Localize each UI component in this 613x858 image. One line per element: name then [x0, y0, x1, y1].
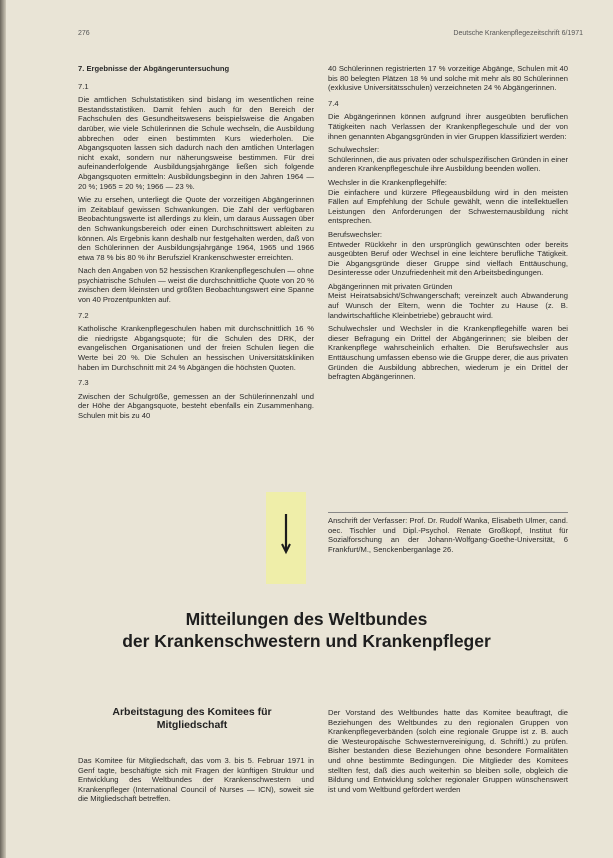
- paragraph-number: 7.1: [78, 81, 89, 91]
- section-title: [0, 608, 613, 652]
- group-description: Meist Heiratsabsicht/Schwangerschaft; vereinzelt auch Abwanderung auf Wunsch der Eltern, wenn die Tochter zu Hause (z. B. landwirtschaftliche Kleinbetriebe) gebraucht wird.: [328, 291, 568, 320]
- group-description: Schülerinnen, die aus privaten oder schulspezifischen Gründen in einer anderen Krankenpflegeschule ihre Ausbildung beenden wollen.: [328, 154, 568, 174]
- paragraph: Katholische Krankenpflegeschulen haben mit durchschnittlich 16 % die niedrigste Abgangsquote; für die Schulen des DRK, der evangelischen Organisationen und der freien Schulen liegen die Werte bei 20 %. Die Schulen an hessischen Universitätskliniken haben im Durchschnitt mit 24 % Abgängen die höchsten Quoten.: [78, 324, 314, 372]
- section-title-line: der Krankenschwestern und Krankenpfleger: [122, 631, 491, 651]
- group-title: Schulwechsler:: [328, 145, 380, 155]
- article-left-column: Das Komitee für Mitgliedschaft, das vom 3. bis 5. Februar 1971 in Genf tagte, beschäftigte sich mit Fragen der künftigen Struktur und Entwicklung des Weltbundes der Krankenschwestern und Krankenpfleger (International Council of Nurses — ICN), soweit sie die Mitgliedschaft betreffen.: [78, 756, 314, 804]
- paragraph-number: 7.2: [78, 310, 89, 320]
- article-title-line: Mitgliedschaft: [156, 719, 228, 731]
- paragraph: Nach den Angaben von 52 hessischen Krankenpflegeschulen — ohne psychiatrische Schulen — weist die durchschnittliche Quote von 20 % zwischen dem kleinsten und größten Beobachtungswert eine Spanne von 40 Prozentpunkten auf.: [78, 266, 314, 305]
- paragraph: Die Abgängerinnen können aufgrund ihrer ausgeübten beruflichen Tätigkeiten nach Verlassen der Krankenpflegeschule und der von ihnen genannten Abgangsgründen in vier Gruppen klassifiziert werden:: [328, 112, 568, 141]
- footnote: Anschrift der Verfasser: Prof. Dr. Rudolf Wanka, Elisabeth Ulmer, cand. oec. Tischler und Dipl.-Psychol. Renate Großkopf, Institut für Sozialforschung an der Johann-Wolfgang-Goethe-Universität, 6 Frankfurt/M., Senckenberganlage 26.: [328, 516, 568, 554]
- section-heading: 7. Ergebnisse der Abgängeruntersuchung: [78, 64, 230, 73]
- article-right-column: Der Vorstand des Weltbundes hatte das Komitee beauftragt, die Beziehungen des Weltbundes zu den regionalen Gruppen von Krankenpflegeverbänden (solch eine regionale Gruppe ist z. B. auch die Westeuropäische Schwesternvereinigung, d. Schriftl.) zu prüfen. Bisher bestanden diese Beziehungen ohne besondere Formalitäten und ohne bestimmte Bedingungen. Die Mitglieder des Komitees stellten fest, daß dies auch weiterhin so bleiben solle, obgleich die Bildung und Entwicklung solcher regionaler Gruppen wünschenswert ist und vom Weltbund gefördert werden: [328, 708, 568, 794]
- paragraph-number: 7.3: [78, 378, 89, 388]
- paragraph: 40 Schülerinnen registrierten 17 % vorzeitige Abgänge, Schulen mit 40 bis 80 belegten Plätzen 18 % und solche mit mehr als 80 Schülerinnen (exklusive Universitätsschulen) verzeichneten 24 % Abgängerinnen.: [328, 64, 568, 93]
- handwritten-arrow-icon: [279, 512, 293, 556]
- paragraph: Die amtlichen Schulstatistiken sind bislang im wesentlichen reine Bestandsstatistiken. Damit fehlen auch für den Bereich der Fachschulen des Gesundheitswesens beispielsweise die Angaben darüber, wie viele Schülerinnen die Schule wechseln, die Ausbildung abbrechen oder einen bestimmten Kurs wiederholen. Die Abgangsquoten lassen sich dadurch nach den amtlichen Unterlagen nicht exakt, sondern nur näherungsweise bestimmen. Für drei aufeinanderfolgende Ausbildungsjahrgänge ließen sich folgende Abgangsquoten ermitteln: Ausbildungsbeginn in den Jahren 1964 — 20 %; 1965 = 20 %; 1966 — 23 %.: [78, 95, 314, 191]
- section-title-line: Mitteilungen des Weltbundes: [185, 609, 428, 629]
- article-title: [92, 706, 292, 732]
- footnote-rule: [328, 512, 568, 513]
- left-column: [78, 64, 314, 478]
- paragraph: Wie zu ersehen, unterliegt die Quote der vorzeitigen Abgängerinnen im Zeitablauf gewissen Schwankungen. Die Zahl der verfügbaren Beobachtungswerte ist allerdings zu klein, um daraus Aussagen über den Schwankungsbereich oder einen Durchschnittswert ableiten zu können. Als Ergebnis kann deshalb nur festgehalten werden, daß von den Schülerinnen der Ausbildungsjahrgänge 1964, 1965 und 1966 etwa 78 % bis 80 % ihr Berufsziel Krankenschwester erreichten.: [78, 195, 314, 262]
- group-title: Wechsler in die Krankenpflegehilfe:: [328, 177, 447, 187]
- running-header: [78, 30, 583, 42]
- group-title: Abgängerinnen mit privaten Gründen: [328, 281, 453, 291]
- article-title-line: Arbeitstagung des Komitees für: [112, 706, 272, 718]
- paragraph-number: 7.4: [328, 98, 339, 108]
- paragraph: Schulwechsler und Wechsler in die Krankenpflegehilfe waren bei dieser Befragung ein Drittel der Abgängerinnen; sie bleiben der Krankenpflege wahrscheinlich erhalten. Die Berufswechsler aus Enttäuschung umfassen ebenso wie die Gruppe derer, die aus privaten Gründen die Ausbildung abbrechen, wiederum je ein Drittel der befragten Abgängerinnen.: [328, 324, 568, 382]
- journal-title: Deutsche Krankenpflegezeitschrift 6/1971: [453, 30, 583, 37]
- group-description: Entweder Rückkehr in den ursprünglich gewünschten oder bereits ausgeübten Beruf oder Wechsel in eine leichtere berufliche Tätigkeit. Die Abgangsgründe dieser Gruppe sind vielfach Enttäuschung, Desinteresse oder Unzufriedenheit mit den Arbeitsbedingungen.: [328, 239, 568, 278]
- right-column: [328, 64, 568, 510]
- page-edge-shadow: [0, 0, 6, 858]
- page-number: 276: [78, 30, 90, 37]
- group-description: Die einfachere und kürzere Pflegeausbildung wird in den meisten Fällen auf Empfehlung der Schule gewählt, wenn die intellektuellen Leistungen den Anforderungen der Schwesternausbildung nicht entsprechen.: [328, 187, 568, 226]
- group-title: Berufswechsler:: [328, 229, 383, 239]
- paragraph: Zwischen der Schulgröße, gemessen an der Schülerinnenzahl und der Höhe der Abgangsquote, besteht ebenfalls ein Zusammenhang. Schulen mit bis zu 40: [78, 391, 314, 420]
